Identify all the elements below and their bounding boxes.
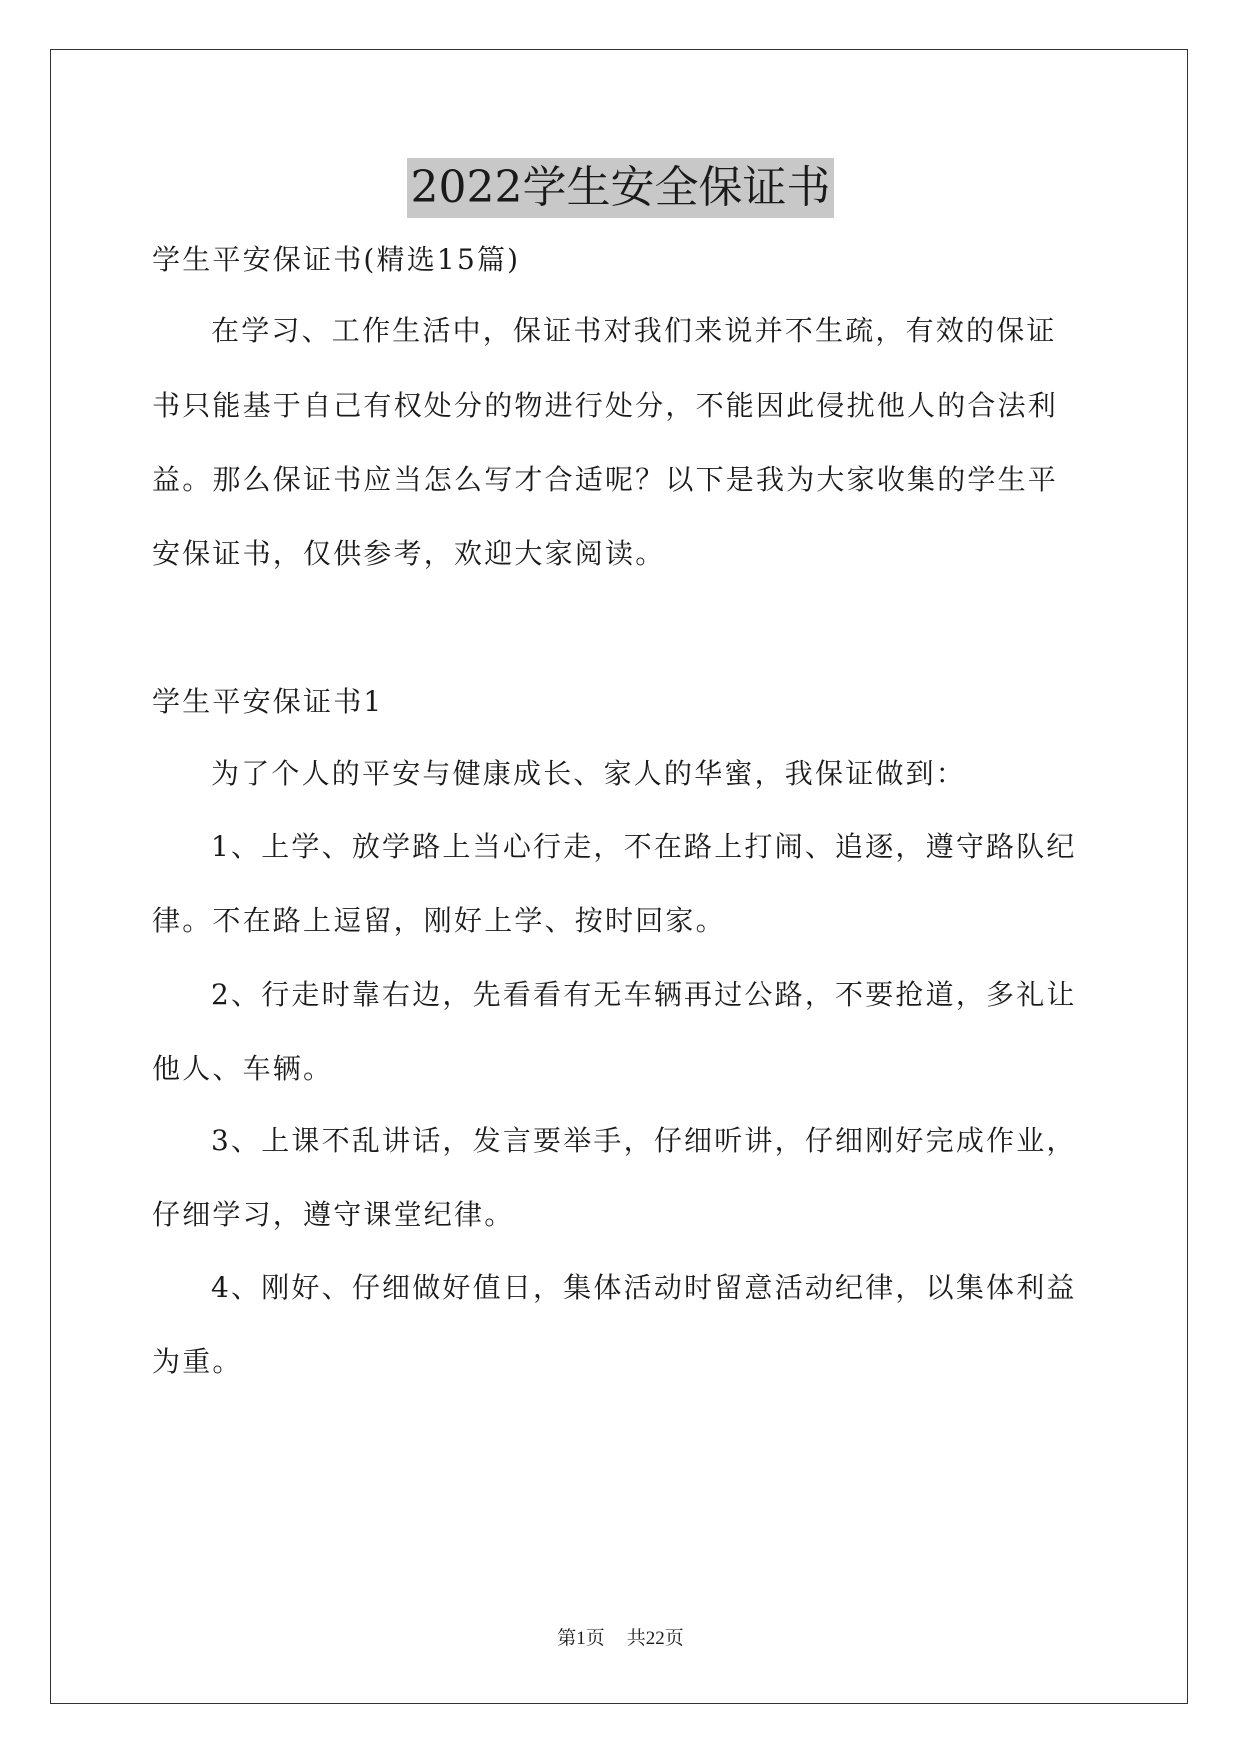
body-line-4: 2、行走时靠右边，先看看有无车辆再过公路，不要抢道，多礼让 <box>211 978 1077 1011</box>
document-title: 2022学生安全保证书 <box>407 158 835 218</box>
page-footer <box>0 1626 1241 1652</box>
body-line-1: 为了个人的平安与健康成长、家人的华蜜，我保证做到： <box>211 757 967 790</box>
body-line-2: 1、上学、放学路上当心行走，不在路上打闹、追逐，遵守路队纪 <box>211 830 1077 863</box>
intro-line-3: 益。那么保证书应当怎么写才合适呢？以下是我为大家收集的学生平 <box>152 463 1059 496</box>
document-subtitle: 学生平安保证书(精选15篇) <box>152 243 521 276</box>
section-heading: 学生平安保证书1 <box>152 685 384 718</box>
body-line-6: 3、上课不乱讲话，发言要举手，仔细听讲，仔细刚好完成作业， <box>211 1124 1077 1157</box>
page-border <box>50 49 1188 1704</box>
body-line-8: 4、刚好、仔细做好值日，集体活动时留意活动纪律，以集体利益 <box>211 1271 1077 1304</box>
page-total: 共22页 <box>626 1628 684 1649</box>
body-line-5: 他人、车辆。 <box>152 1052 334 1085</box>
intro-line-4: 安保证书，仅供参考，欢迎大家阅读。 <box>152 537 666 570</box>
body-line-7: 仔细学习，遵守课堂纪律。 <box>152 1198 515 1231</box>
body-line-9: 为重。 <box>152 1345 243 1378</box>
body-line-3: 律。不在路上逗留，刚好上学、按时回家。 <box>152 904 726 937</box>
intro-line-1: 在学习、工作生活中，保证书对我们来说并不生疏，有效的保证 <box>211 314 1057 347</box>
title-container <box>0 158 1241 218</box>
page-number: 第1页 <box>557 1628 605 1649</box>
intro-line-2: 书只能基于自己有权处分的物进行处分，不能因此侵扰他人的合法利 <box>152 389 1059 422</box>
